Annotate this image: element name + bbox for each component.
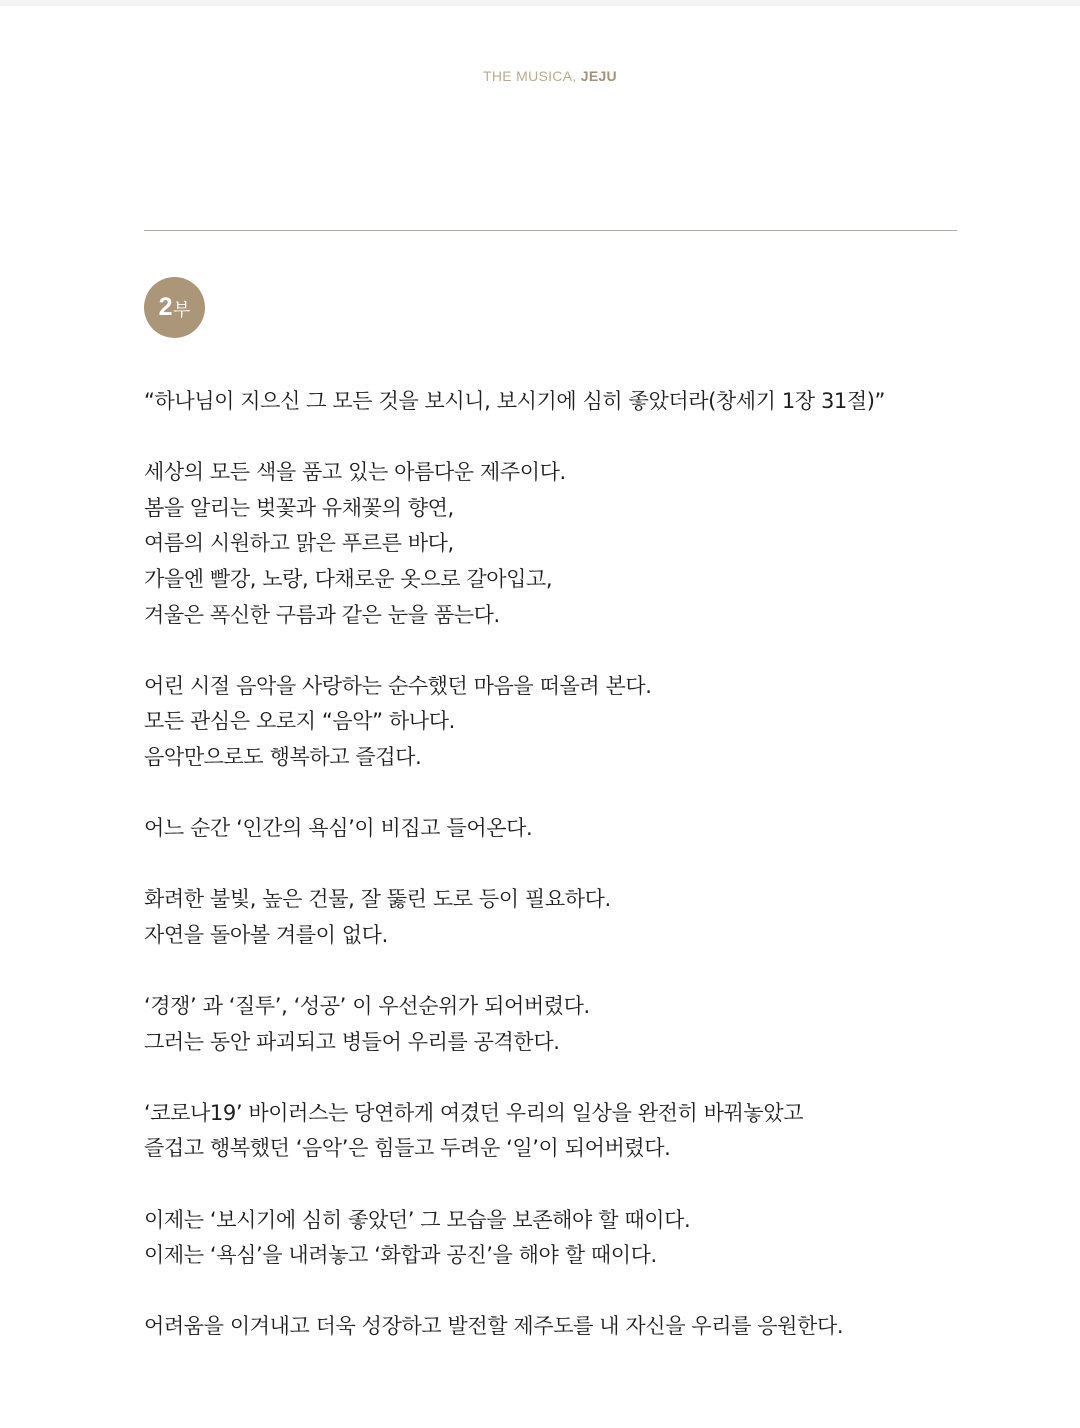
text-line: 화려한 불빛, 높은 건물, 잘 뚫린 도로 등이 필요하다. <box>144 887 611 912</box>
text-line: 그러는 동안 파괴되고 병들어 우리를 공격한다. <box>144 1029 560 1054</box>
paragraph-closing <box>144 1309 1004 1345</box>
text-line: ‘코로나19’ 바이러스는 당연하게 여겼던 우리의 일상을 완전히 바꿔놓았고 <box>144 1100 804 1125</box>
paragraph-childhood <box>144 669 1004 776</box>
part-unit: 부 <box>173 299 191 320</box>
paragraph-competition <box>144 989 1004 1060</box>
paragraph-now <box>144 1203 1004 1274</box>
text-line: 여름의 시원하고 맑은 푸르른 바다, <box>144 531 454 556</box>
text-line: 음악만으로도 행복하고 즐겁다. <box>144 744 422 769</box>
brand-strong: JEJU <box>580 68 617 84</box>
top-strip <box>0 0 1080 6</box>
part-number: 2 <box>158 293 172 321</box>
paragraph-greed <box>144 811 1004 847</box>
part-badge <box>144 277 205 338</box>
text-line: 어느 순간 ‘인간의 욕심’이 비집고 들어온다. <box>144 816 533 841</box>
text-line: 가을엔 빨강, 노랑, 다채로운 옷으로 갈아입고, <box>144 566 553 591</box>
text-line: 겨울은 폭신한 구름과 같은 눈을 품는다. <box>144 602 500 627</box>
text-line: 어린 시절 음악을 사랑하는 순수했던 마음을 떠올려 본다. <box>144 673 652 698</box>
brand-header <box>0 68 1080 84</box>
text-line: 세상의 모든 색을 품고 있는 아름다운 제주이다. <box>144 460 566 485</box>
text-line: 모든 관심은 오로지 “음악” 하나다. <box>144 709 455 734</box>
text-line: 이제는 ‘욕심’을 내려놓고 ‘화합과 공진’을 해야 할 때이다. <box>144 1243 657 1268</box>
paragraph-seasons <box>144 455 1004 633</box>
text-line: “하나님이 지으신 그 모든 것을 보시니, 보시기에 심히 좋았더라(창세기 1장 31절)” <box>144 389 886 413</box>
text-line: 즐겁고 행복했던 ‘음악’은 힘들고 두려운 ‘일’이 되어버렸다. <box>144 1136 671 1161</box>
paragraph-corona <box>144 1096 1004 1167</box>
text-line: ‘경쟁’ 과 ‘질투’, ‘성공’ 이 우선순위가 되어버렸다. <box>144 994 590 1019</box>
paragraph-quote <box>144 384 1004 420</box>
text-line: 어려움을 이겨내고 더욱 성장하고 발전할 제주도를 내 자신을 우리를 응원한다. <box>144 1314 844 1339</box>
paragraph-city <box>144 882 1004 953</box>
body-text <box>144 384 1004 1381</box>
text-line: 자연을 돌아볼 겨를이 없다. <box>144 922 388 947</box>
text-line: 이제는 ‘보시기에 심히 좋았던’ 그 모습을 보존해야 할 때이다. <box>144 1207 691 1232</box>
divider-line <box>144 230 957 231</box>
brand-light: THE MUSICA, <box>483 68 581 84</box>
text-line: 봄을 알리는 벚꽃과 유채꽃의 향연, <box>144 495 454 520</box>
